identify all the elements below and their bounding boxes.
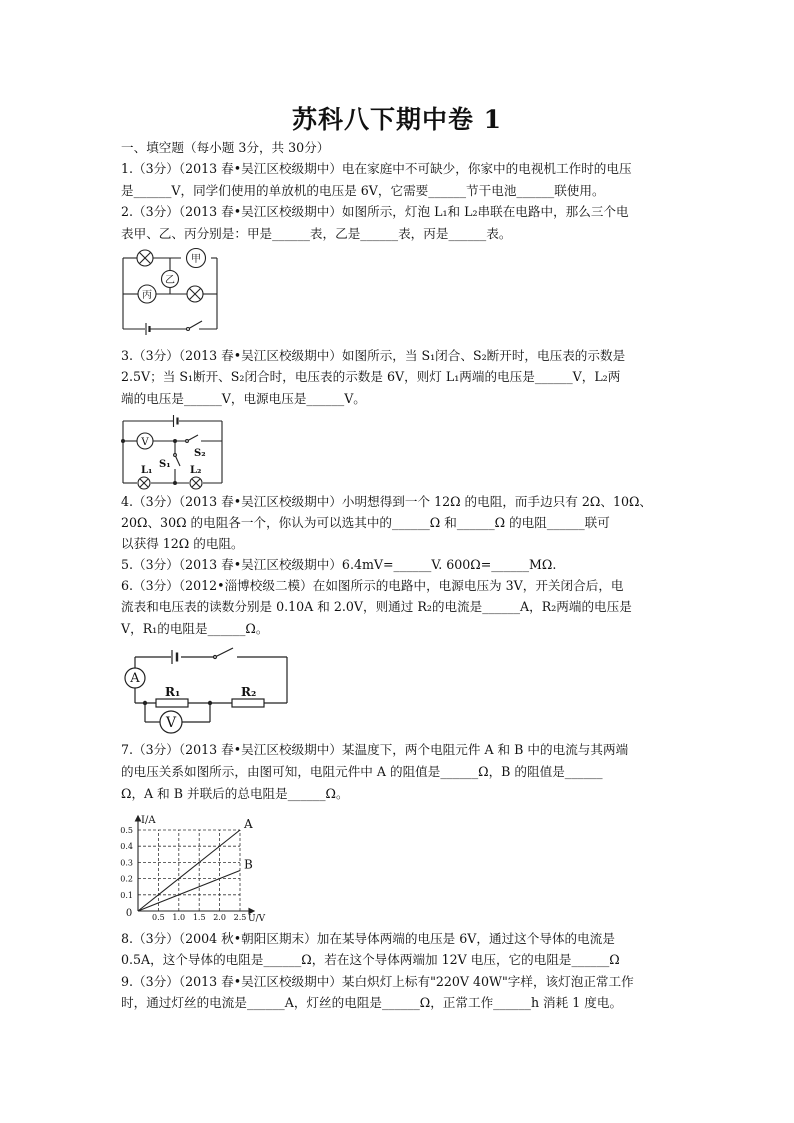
q4-line-3: 以获得 12Ω 的电阻。	[121, 536, 244, 551]
figure-q3-circuit	[121, 412, 225, 490]
y-axis-label: I/A	[141, 815, 156, 826]
q6-line-1: 6.（3分）（2012•淄博校级二模）在如图所示的电路中，电源电压为 3V，开关闭合后，电	[121, 578, 624, 593]
origin-label: 0	[125, 908, 133, 919]
q3-line-3: 端的电压是______V，电源电压是______V。	[121, 391, 366, 406]
q8-line-1: 8.（3分）（2004 秋•朝阳区期末）加在某导体两端的电压是 6V，通过这个导体的电流是	[121, 931, 615, 946]
q3-line-2: 2.5V；当 S₁断开、S₂闭合时，电压表的示数是 6V，则灯 L₁两端的电压是______V，L₂两	[121, 369, 621, 384]
ammeter-label: A	[130, 671, 140, 686]
meter-jia-label: 甲	[191, 254, 201, 265]
y-tick-label-1: 0.2	[120, 874, 133, 884]
y-tick-label-0: 0.1	[120, 890, 133, 900]
x-tick-label-2: 1.5	[192, 913, 206, 922]
figure-q6-circuit	[121, 646, 293, 738]
x-tick-label-4: 2.5	[233, 913, 247, 922]
q1-line-2: 是______V，同学们使用的单放机的电压是 6V，它需要______节干电池______联使用。	[121, 183, 605, 198]
figure-q2-circuit	[121, 248, 221, 330]
q9-line-2: 时，通过灯丝的电流是______A，灯丝的电阻是______Ω，正常工作______h 消耗 1 度电。	[121, 995, 623, 1010]
switch-s2-label: S₂	[194, 448, 206, 459]
q7-line-2: 的电压关系如图所示，由图可知，电阻元件中 A 的阻值是______Ω，B 的阻值是______	[121, 764, 603, 779]
q7-line-1: 7.（3分）（2013 春•吴江区校级期中）某温度下，两个电阻元件 A 和 B 中的电流与其两端	[121, 742, 629, 757]
x-axis-arrow	[249, 909, 254, 914]
series-line-A	[138, 830, 240, 911]
q5-line: 5.（3分）（2013 春•吴江区校级期中）6.4mV=______V. 600Ω=______MΩ.	[121, 557, 557, 572]
q6-line-3: V，R₁的电阻是______Ω。	[121, 621, 269, 636]
meter-yi-label: 乙	[165, 275, 175, 286]
resistor-r2-label: R₂	[241, 685, 257, 699]
page-title: 苏科八下期中卷 1	[291, 105, 503, 134]
voltmeter-label: V	[141, 437, 149, 448]
q4-line-1: 4.（3分）（2013 春•吴江区校级期中）小明想得到一个 12Ω 的电阻，而手边只有 2Ω、10Ω、	[121, 494, 653, 509]
y-tick-label-2: 0.3	[120, 858, 133, 868]
resistor-r1-label: R₁	[165, 685, 181, 699]
q1-line-1: 1.（3分）（2013 春•吴江区校级期中）电在家庭中不可缺少，你家中的电视机工作时的电压	[121, 161, 632, 176]
y-tick-label-3: 0.4	[120, 842, 133, 852]
voltmeter-label: V	[165, 715, 177, 731]
x-axis-label: U/V	[248, 914, 266, 924]
q2-line-2: 表甲、乙、丙分别是：甲是______表，乙是______表，丙是______表。	[121, 226, 512, 241]
lamp-l1-label: L₁	[141, 465, 153, 476]
x-tick-label-1: 1.0	[172, 913, 186, 922]
series-line-B	[138, 871, 240, 912]
meter-bing-label: 丙	[142, 290, 152, 301]
section-heading: 一、填空题（每小题 3分，共 30分）	[121, 140, 330, 155]
series-label-B: B	[244, 857, 253, 872]
q6-line-2: 流表和电压表的读数分别是 0.10A 和 2.0V，则通过 R₂的电流是______A，R₂两端的电压是	[121, 599, 632, 614]
q7-line-3: Ω，A 和 B 并联后的总电阻是______Ω。	[121, 786, 349, 801]
q4-line-2: 20Ω、30Ω 的电阻各一个，你认为可以选其中的______Ω 和______Ω 的电阻______联可	[121, 515, 610, 530]
q2-line-1: 2.（3分）（2013 春•吴江区校级期中）如图所示，灯泡 L₁和 L₂串联在电路中，那么三个电	[121, 204, 629, 219]
q3-line-1: 3.（3分）（2013 春•吴江区校级期中）如图所示，当 S₁闭合、S₂断开时，电压表的示数是	[121, 348, 626, 363]
x-tick-label-0: 0.5	[152, 913, 165, 922]
figure-q7-iu-chart	[116, 812, 266, 924]
q9-line-1: 9.（3分）（2013 春•吴江区校级期中）某白炽灯上标有"220V 40W"字样，该灯泡正常工作	[121, 974, 634, 989]
lamp-l2-label: L₂	[190, 465, 202, 476]
series-label-A: A	[244, 817, 253, 831]
y-axis-arrow	[136, 816, 141, 821]
y-tick-label-4: 0.5	[120, 826, 133, 835]
switch-s1-label: S₁	[159, 459, 171, 470]
x-tick-label-3: 2.0	[213, 913, 226, 922]
q8-line-2: 0.5A，这个导体的电阻是______Ω，若在这个导体两端加 12V 电压，它的电阻是______Ω	[121, 952, 620, 967]
